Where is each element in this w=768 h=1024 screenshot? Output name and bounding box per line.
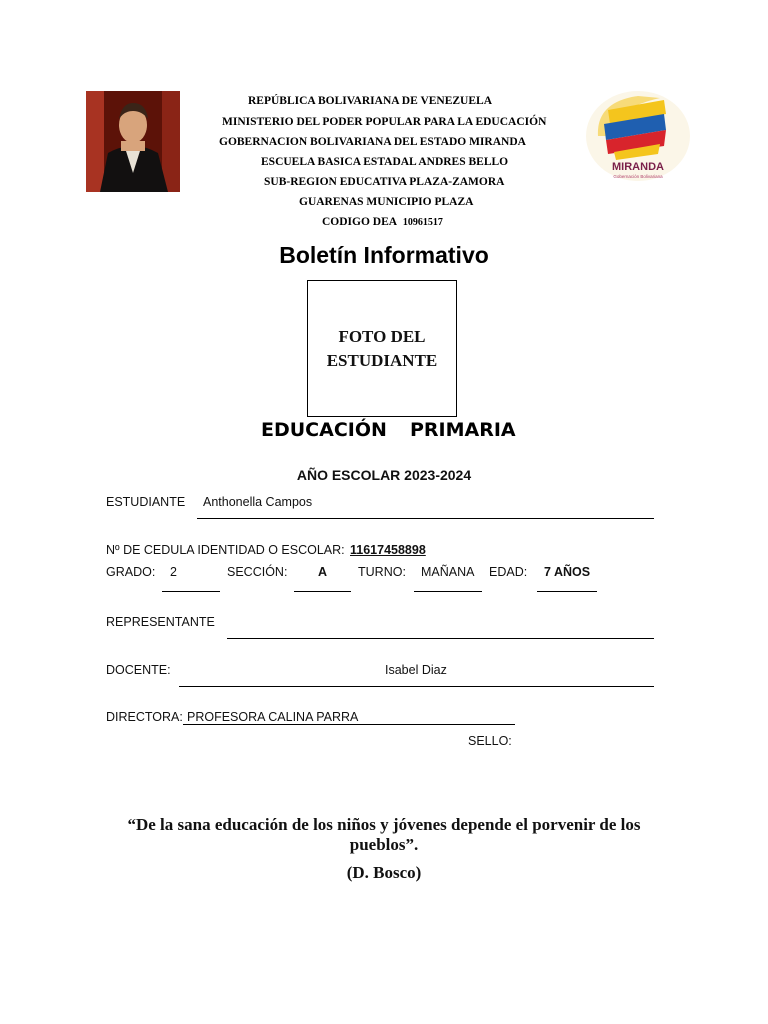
grade-label: GRADO: (106, 565, 156, 579)
teacher-underline (179, 686, 654, 687)
student-label: ESTUDIANTE (106, 495, 186, 509)
id-value: 11617458898 (350, 543, 426, 557)
shift-underline (414, 591, 482, 592)
logo-text: MIRANDA (612, 161, 664, 173)
director-underline (183, 724, 515, 725)
header-line-municipality: GUARENAS MUNICIPIO PLAZA (299, 196, 474, 208)
header-line-governorate: GOBERNACION BOLIVARIANA DEL ESTADO MIRANDA (219, 136, 526, 148)
representative-underline (227, 638, 654, 639)
grade-underline (162, 591, 220, 592)
student-photo-placeholder (307, 280, 457, 417)
student-name: Anthonella Campos (203, 495, 313, 509)
age-value: 7 AÑOS (544, 565, 591, 579)
grade-value: 2 (170, 565, 177, 579)
stamp-label: SELLO: (468, 734, 512, 748)
photo-placeholder-text: FOTO DEL ESTUDIANTE (326, 326, 438, 370)
school-year: AÑO ESCOLAR 2023-2024 (296, 467, 472, 483)
director-name: PROFESORA CALINA PARRA (187, 710, 359, 724)
portrait-image (86, 91, 180, 192)
header-line-subregion: SUB-REGION EDUCATIVA PLAZA-ZAMORA (264, 176, 505, 188)
representative-label: REPRESENTANTE (106, 615, 215, 629)
teacher-name: Isabel Diaz (385, 663, 447, 677)
header-line-school: ESCUELA BASICA ESTADAL ANDRES BELLO (261, 156, 509, 168)
header-line-republic: REPÚBLICA BOLIVARIANA DE VENEZUELA (248, 95, 493, 107)
age-underline (537, 591, 597, 592)
header-line-ministry: MINISTERIO DEL PODER POPULAR PARA LA EDUCACIÓN (222, 116, 547, 128)
quote-line-1: “De la sana educación de los niños y jóvenes depende el porvenir de los (127, 815, 641, 834)
section-value: A (318, 565, 328, 579)
page-title: Boletín Informativo (279, 242, 489, 268)
code-label: CODIGO DEA (322, 216, 398, 228)
id-label: Nº DE CEDULA IDENTIDAD O ESCOLAR: (106, 543, 345, 557)
shift-value: MAÑANA (421, 565, 475, 579)
age-label: EDAD: (489, 565, 528, 579)
section-underline (294, 591, 351, 592)
education-label: EDUCACIÓN (261, 419, 387, 441)
section-label: SECCIÓN: (227, 565, 288, 579)
education-level: PRIMARIA (410, 419, 516, 441)
miranda-logo (584, 90, 692, 186)
code-value: 10961517 (402, 217, 443, 228)
logo-subtext: Gobernación Bolivariana (613, 174, 663, 179)
director-label: DIRECTORA: (106, 710, 183, 724)
header-line-code (322, 216, 443, 228)
quote-author: (D. Bosco) (346, 863, 422, 882)
shift-label: TURNO: (358, 565, 406, 579)
teacher-label: DOCENTE: (106, 663, 171, 677)
quote-line-2: pueblos”. (349, 835, 419, 854)
student-underline (197, 518, 654, 519)
